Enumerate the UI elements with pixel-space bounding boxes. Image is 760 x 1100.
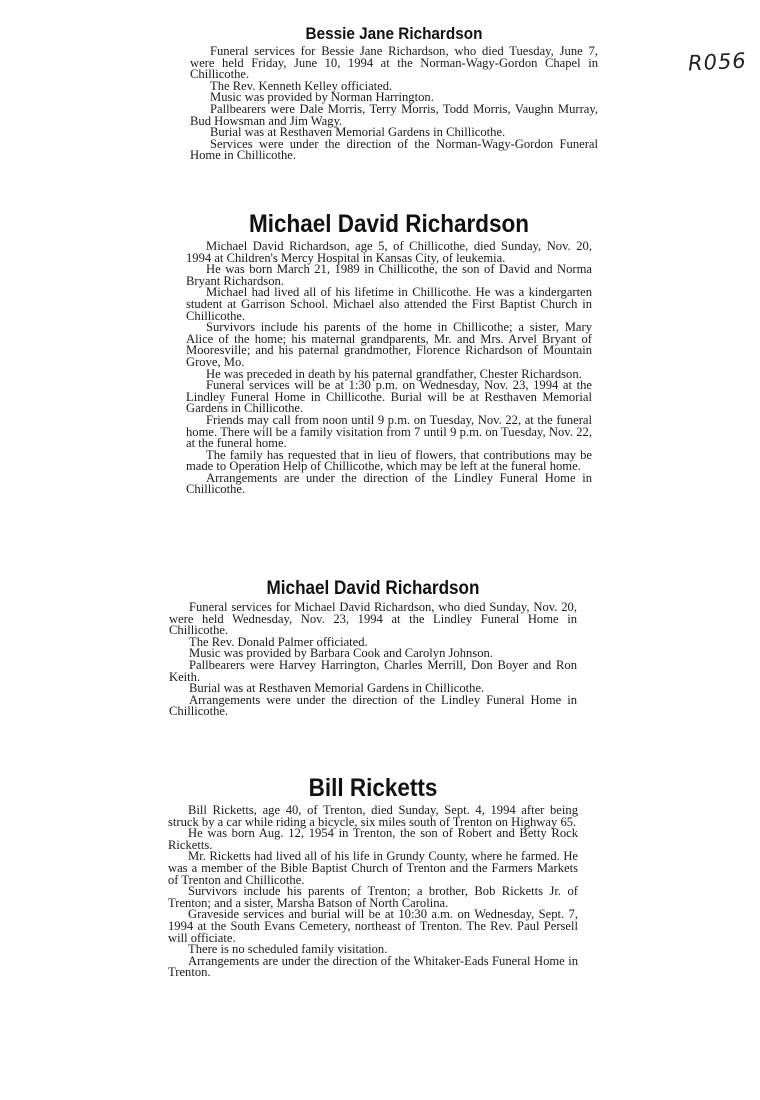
obituary-paragraph: He was preceded in death by his paternal grandfather, Chester Richardson. [206, 366, 582, 381]
obituary-paragraph: Burial was at Resthaven Memorial Gardens in Chillicothe. [210, 125, 506, 140]
obituary-paragraph: Funeral services for Michael David Richardson, who died Sunday, Nov. 20, were held Wednesday, Nov. 23, 1994 at the Lindley Funeral Home in Chillicothe. [169, 600, 577, 638]
obituary-paragraph: He was born Aug. 12, 1954 in Trenton, the son of Robert and Betty Rock Ricketts. [168, 826, 578, 852]
obituary-paragraph: He was born March 21, 1989 in Chillicothe, the son of David and Norma Bryant Richardson. [186, 262, 592, 288]
obituary-paragraph: Funeral services will be at 1:30 p.m. on Wednesday, Nov. 23, 1994 at the Lindley Funeral Home in Chillicothe. Burial will be at Resthaven Memorial Gardens in Chillicothe. [186, 378, 592, 416]
obituary-heading: Bessie Jane Richardson [305, 24, 483, 43]
obituary-heading: Michael David Richardson [248, 210, 530, 238]
obituary-paragraph: Arrangements are under the direction of the Whitaker-Eads Funeral Home in Trenton. [168, 953, 578, 980]
obituary-heading: Michael David Richardson [266, 578, 480, 599]
obituary-paragraph: Arrangements were under the direction of the Lindley Funeral Home in Chillicothe. [169, 692, 577, 719]
obituary-paragraph: Pallbearers were Harvey Harrington, Charles Merrill, Don Boyer and Ron Keith. [169, 657, 577, 684]
obituary-bill-ricketts [168, 774, 578, 979]
obituary-paragraph: The Rev. Kenneth Kelley officiated. [210, 78, 393, 93]
obituary-paragraph: Michael had lived all of his lifetime in Chillicothe. He was a kindergarten student at Garrison School. Michael also attended the First Baptist Church in Chillicothe. [186, 285, 592, 323]
obituary-paragraph: Arrangements are under the direction of the Lindley Funeral Home in Chillicothe. [186, 470, 592, 497]
obituary-michael-david-richardson [186, 210, 592, 496]
obituary-paragraph: Mr. Ricketts had lived all of his life in Grundy County, where he farmed. He was a member of the Bible Baptist Church of Trenton and the Farmers Markets of Trenton and Chillicothe. [168, 849, 578, 887]
obituary-paragraph: The Rev. Donald Palmer officiated. [189, 634, 368, 649]
obituary-paragraph: There is no scheduled family visitation. [188, 942, 388, 957]
obituary-paragraph: Bill Ricketts, age 40, of Trenton, died Sunday, Sept. 4, 1994 after being struck by a car while riding a bicycle, six miles south of Trenton on Highway 65. [168, 803, 578, 829]
obituary-paragraph: Friends may call from noon until 9 p.m. on Tuesday, Nov. 22, at the funeral home. There will be a family visitation from 7 until 9 p.m. on Tuesday, Nov. 22, at the funeral home. [186, 412, 592, 451]
obituary-paragraph: Music was provided by Norman Harrington. [210, 90, 434, 105]
obituary-paragraph: Graveside services and burial will be at 10:30 a.m. on Wednesday, Sept. 7, 1994 at the South Evans Cemetery, northeast of Trenton. The Rev. Paul Persell will officiate. [168, 907, 578, 945]
obituary-paragraph: Survivors include his parents of Trenton; a brother, Bob Ricketts Jr. of Trenton; and a sister, Marsha Batson of North Carolina. [168, 884, 578, 910]
obituary-heading: Bill Ricketts [308, 774, 438, 802]
obituary-paragraph: Burial was at Resthaven Memorial Gardens in Chillicothe. [189, 681, 485, 696]
obituary-paragraph: Funeral services for Bessie Jane Richardson, who died Tuesday, June 7, were held Friday, June 10, 1994 at the Norman-Wagy-Gordon Chapel in Chillicothe. [190, 44, 598, 82]
obituary-paragraph: Pallbearers were Dale Morris, Terry Morris, Todd Morris, Vaughn Murray, Bud Howsman and Jim Wagy. [190, 101, 598, 128]
obituary-paragraph: Michael David Richardson, age 5, of Chillicothe, died Sunday, Nov. 20, 1994 at Children's Mercy Hospital in Kansas City, of leukemia. [186, 239, 592, 265]
obituary-paragraph: Music was provided by Barbara Cook and Carolyn Johnson. [189, 646, 493, 661]
obituary-paragraph: Services were under the direction of the Norman-Wagy-Gordon Funeral Home in Chillicothe. [190, 136, 598, 163]
handwritten-note: R056 [687, 48, 748, 76]
obituary-paragraph: The family has requested that in lieu of flowers, that contributions may be made to Operation Help of Chillicothe, which may be left at the funeral home. [186, 447, 592, 474]
obituary-bessie-jane-richardson [190, 24, 598, 162]
obituary-michael-david-richardson-services [169, 578, 577, 718]
obituary-paragraph: Survivors include his parents of the home in Chillicothe; a sister, Mary Alice of the home; his maternal grandparents, Mr. and Mrs. Arvel Bryant of Mooresville; and his paternal grandmother, Florence Richardson of Mountain Grove, Mo. [186, 320, 592, 369]
